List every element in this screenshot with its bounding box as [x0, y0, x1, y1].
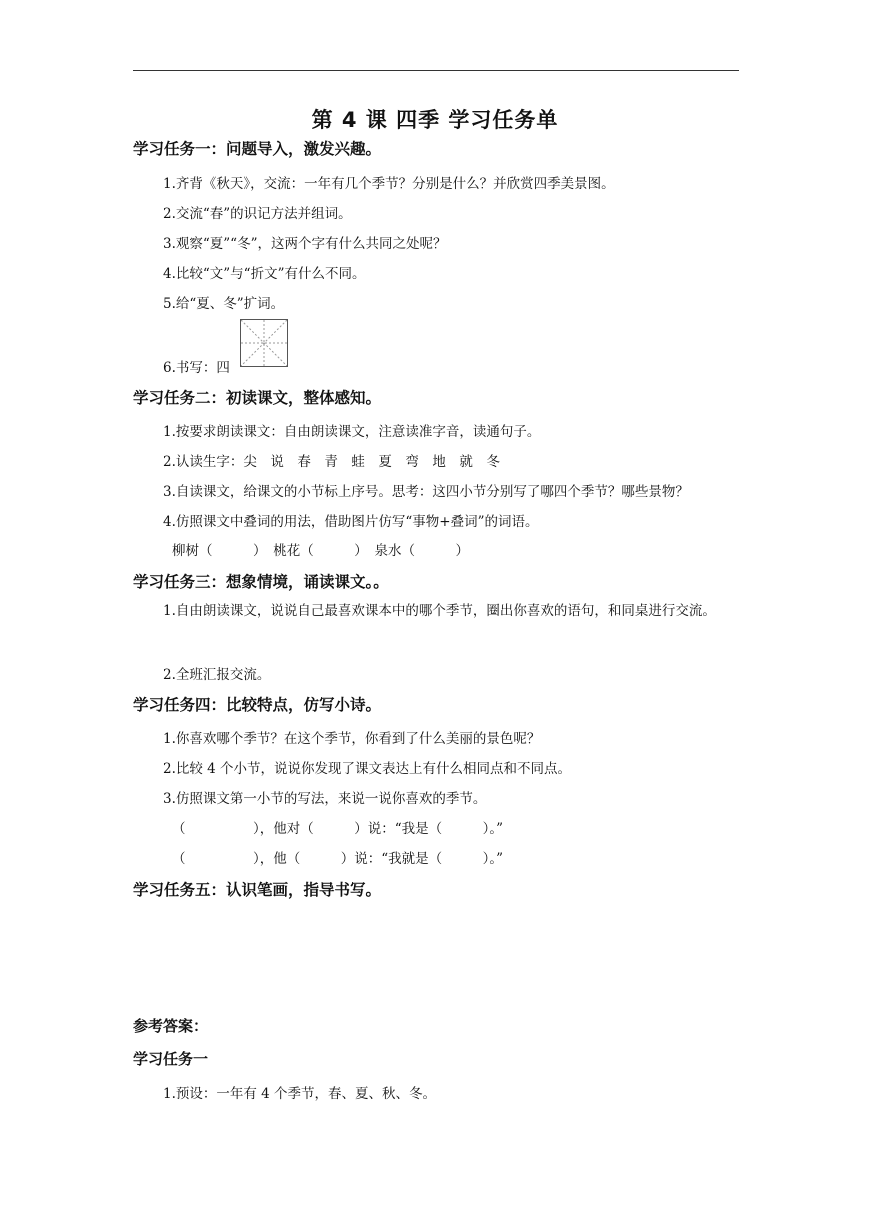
header-rule	[133, 70, 739, 71]
answers-subheading: 学习任务一	[133, 1050, 209, 1068]
task4-fill-line-1: （ ），他对（ ）说：“我是（ ）。”	[172, 821, 504, 837]
task1-item-6: 6.书写：四	[163, 360, 230, 376]
task4-item-3: 3.仿照课文第一小节的写法，来说一说你喜欢的季节。	[163, 791, 487, 807]
task4-fill-line-2: （ ），他（ ）说：“我就是（ ）。”	[172, 851, 504, 867]
task2-fill-blanks: 柳树（ ） 桃花（ ） 泉水（ ）	[172, 543, 469, 559]
task3-item-2: 2.全班汇报交流。	[163, 667, 271, 683]
task1-item-2: 2.交流“春”的识记方法并组词。	[163, 206, 352, 222]
task2-heading: 学习任务二：初读课文，整体感知。	[133, 389, 382, 407]
task2-item-2: 2.认读生字：尖 说 春 青 蛙 夏 弯 地 就 冬	[163, 454, 500, 470]
task1-item-1: 1.齐背《秋天》，交流：一年有几个季节？分别是什么？并欣赏四季美景图。	[163, 176, 615, 192]
task1-item-5: 5.给“夏、冬”扩词。	[163, 296, 285, 312]
task1-heading: 学习任务一：问题导入，激发兴趣。	[133, 140, 382, 158]
writing-grid-box	[240, 319, 288, 367]
task1-item-4: 4.比较“文”与“折文”有什么不同。	[163, 266, 366, 282]
task4-item-1: 1.你喜欢哪个季节？在这个季节，你看到了什么美丽的景色呢？	[163, 731, 541, 747]
task4-item-2: 2.比较 4 个小节，说说你发现了课文表达上有什么相同点和不同点。	[163, 761, 572, 777]
task2-item-3: 3.自读课文，给课文的小节标上序号。思考：这四小节分别写了哪四个季节？哪些景物？	[163, 484, 689, 500]
task3-heading: 学习任务三：想象情境，诵读课文。。	[133, 573, 389, 591]
task2-item-1: 1.按要求朗读课文：自由朗读课文，注意读准字音，读通句子。	[163, 424, 541, 440]
task1-item-3: 3.观察“夏”“冬”，这两个字有什么共同之处呢？	[163, 236, 447, 252]
page-title: 第 4 课 四季 学习任务单	[311, 108, 559, 132]
task2-item-4: 4.仿照课文中叠词的用法，借助图片仿写“事物+叠词”的词语。	[163, 514, 539, 530]
task5-heading: 学习任务五：认识笔画，指导书写。	[133, 881, 382, 899]
task3-item-1: 1.自由朗读课文，说说自己最喜欢课本中的哪个季节，圈出你喜欢的语句，和同桌进行交流。	[163, 603, 716, 619]
answer-item-1: 1.预设：一年有 4 个季节，春、夏、秋、冬。	[163, 1086, 437, 1102]
task4-heading: 学习任务四：比较特点，仿写小诗。	[133, 696, 382, 714]
answers-heading: 参考答案：	[133, 1017, 209, 1035]
